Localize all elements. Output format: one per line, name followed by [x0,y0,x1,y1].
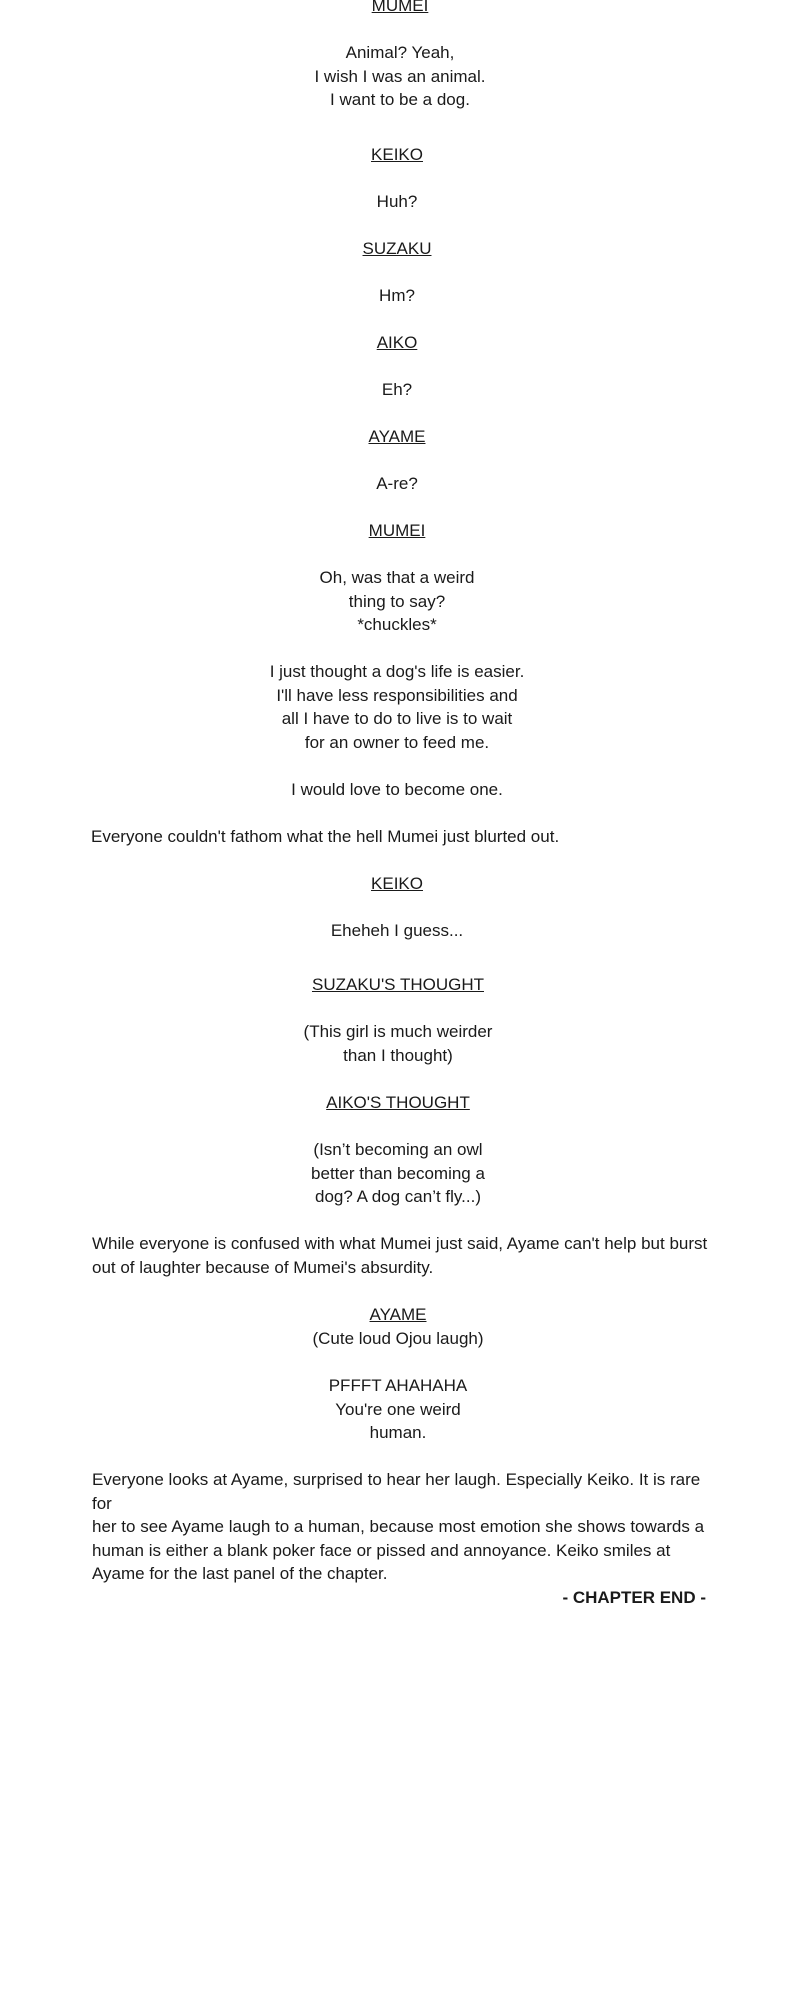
dialogue-block [247,566,547,637]
narration [92,1468,722,1586]
narration: Everyone couldn't fathom what the hell Mumei just blurted out. [91,827,560,846]
dialogue-line: dog? A dog can’t fly...) [314,1187,481,1206]
dialogue-line: Eh? [381,380,413,399]
thought-block [258,1020,538,1067]
speaker-name: MUMEI [368,521,426,540]
narration-line: human is either a blank poker face or pissed and annoyance. Keiko smiles at [92,1540,671,1560]
dialogue-line: for an owner to feed me. [304,732,490,752]
speaker-name: AYAME [368,427,426,446]
narration [92,1232,717,1279]
dialogue-line: thing to say? [348,591,446,611]
speaker-name: SUZAKU [362,239,432,258]
stage-direction: (Cute loud Ojou laugh) [312,1329,484,1348]
chapter-end-marker: - CHAPTER END - [562,1588,706,1607]
speaker-name: AIKO'S THOUGHT [326,1093,470,1112]
dialogue-line: (Isn’t becoming an owl [313,1140,483,1159]
narration-line: her to see Ayame laugh to a human, because most emotion she shows towards a [92,1517,705,1536]
dialogue-line: Hm? [379,286,415,305]
dialogue-line: I would love to become one. [291,780,503,799]
dialogue-line: I'll have less responsibilities and [276,685,518,705]
speaker-name: AIKO [376,333,418,352]
dialogue-block [280,1374,516,1445]
speaker-name: AYAME [369,1305,427,1324]
dialogue-line: than I thought) [343,1045,453,1065]
dialogue-block [250,41,550,112]
dialogue-line: all I have to do to live is to wait [281,709,513,728]
dialogue-line: I wish I was an animal. [314,66,486,86]
speaker-name: KEIKO [371,874,423,893]
narration-line: Everyone looks at Ayame, surprised to hear her laugh. Especially Keiko. It is rare for [92,1470,701,1513]
narration-line: While everyone is confused with what Mumei just said, Ayame can't help but burst [92,1234,708,1253]
dialogue-line: Huh? [376,192,418,211]
dialogue-line: PFFFT AHAHAHA [328,1376,468,1395]
dialogue-line: I just thought a dog's life is easier. [269,662,525,681]
dialogue-line: Animal? Yeah, [345,43,455,62]
dialogue-line: You're one weird [335,1399,461,1419]
dialogue-line: (This girl is much weirder [303,1022,493,1041]
dialogue-line: better than becoming a [311,1163,485,1183]
speaker-name: MUMEI [371,0,429,15]
narration-line: Ayame for the last panel of the chapter. [92,1564,388,1583]
dialogue-line: human. [369,1423,427,1442]
speaker-name: KEIKO [371,145,423,164]
thought-block [258,1138,538,1209]
speaker-name: SUZAKU'S THOUGHT [311,975,484,994]
dialogue-line: I want to be a dog. [330,90,470,109]
dialogue-line: Eheheh I guess... [330,921,464,940]
narration-line: out of laughter because of Mumei's absurdity. [92,1257,434,1277]
dialogue-line: *chuckles* [357,615,437,634]
dialogue-line: Oh, was that a weird [319,568,475,587]
dialogue-block [222,660,572,754]
dialogue-line: A-re? [376,474,418,493]
